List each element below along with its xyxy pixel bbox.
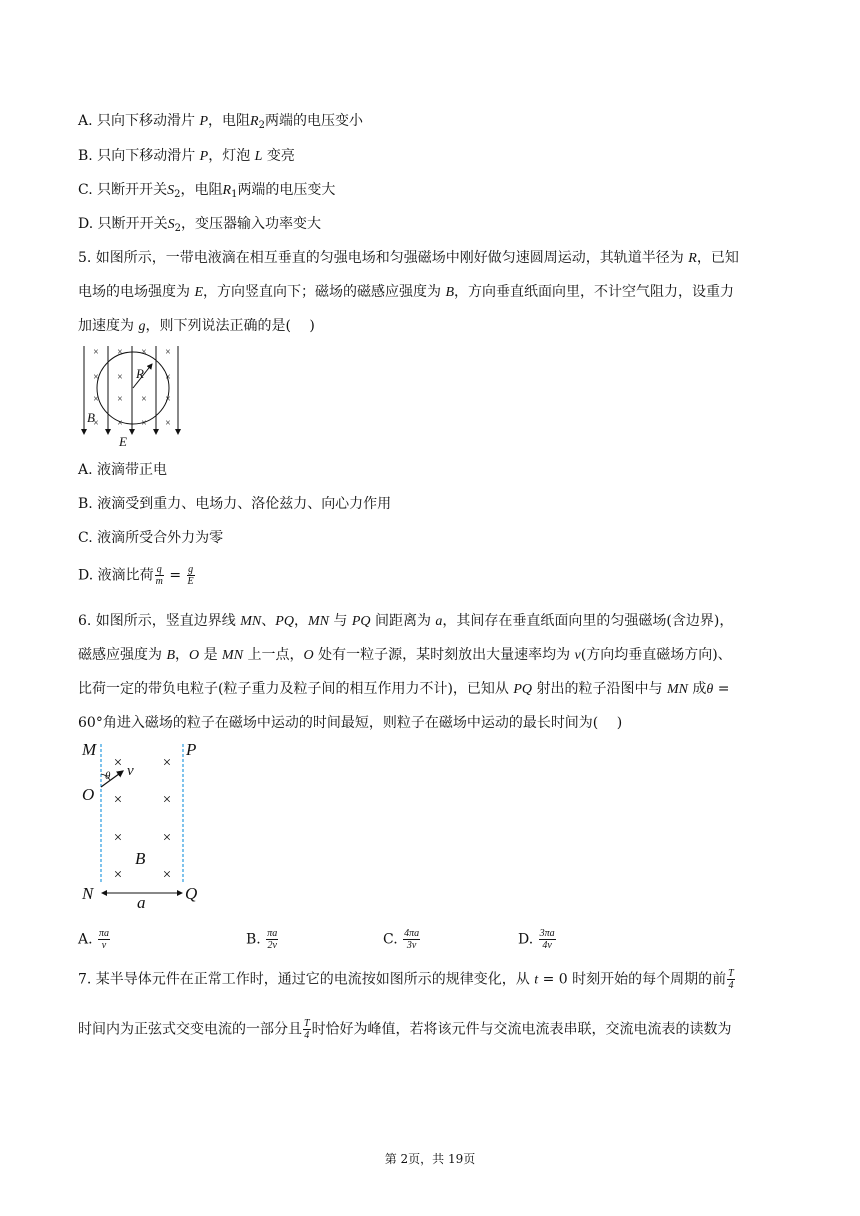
cross-mark: × bbox=[113, 867, 123, 883]
option-4b: B. 只向下移动滑片 P，灯泡 L 变亮 bbox=[78, 148, 295, 164]
fraction: $\frac{g}{E}$ bbox=[187, 564, 194, 587]
cross-mark: × bbox=[141, 394, 147, 405]
q6-option-c: C. $\frac{4\pi a}{3v}$ bbox=[383, 928, 420, 951]
label-q: Q bbox=[185, 884, 198, 903]
cross-mark: × bbox=[117, 347, 123, 358]
q6-figure bbox=[78, 738, 208, 910]
label-p: P bbox=[186, 740, 197, 759]
cross-mark: × bbox=[93, 418, 99, 429]
cross-mark: × bbox=[162, 755, 172, 771]
fraction: $\frac{\pi a}{v}$ bbox=[99, 928, 110, 951]
label-m: M bbox=[82, 740, 97, 759]
option-4a: A. 只向下移动滑片 P，电阻$R_2$两端的电压变小 bbox=[78, 113, 363, 131]
cross-mark: × bbox=[93, 372, 99, 383]
q6-stem-line1: 6. 如图所示，竖直边界线 MN、PQ，MN 与 PQ 间距离为 a，其间存在垂直纸面向里的匀强磁场(含边界)， bbox=[78, 613, 734, 629]
cross-mark: × bbox=[162, 867, 172, 883]
label-v: v bbox=[127, 763, 134, 779]
q5-stem-line2: 电场的电场强度为 E，方向竖直向下；磁场的磁感应强度为 B，方向垂直纸面向里，不计空气阻力，设重力 bbox=[78, 284, 735, 300]
q7-stem-line1: 7. 某半导体元件在正常工作时，通过它的电流按如图所示的规律变化，从 t = 0 时刻开始的每个周期的前 $\frac{T}{4}$ bbox=[78, 968, 734, 991]
cross-mark: × bbox=[165, 347, 171, 358]
label-r: R bbox=[136, 366, 144, 381]
label-theta: θ bbox=[105, 770, 111, 782]
q5-figure bbox=[76, 342, 192, 450]
q6-option-a: A. $\frac{\pi a}{v}$ bbox=[78, 928, 110, 951]
cross-mark: × bbox=[165, 394, 171, 405]
fraction: $\frac{3\pi a}{4v}$ bbox=[539, 928, 555, 951]
cross-mark: × bbox=[165, 372, 171, 383]
cross-mark: × bbox=[113, 755, 123, 771]
q7-stem-line2: 时间内为正弦式交变电流的一部分且 $\frac{T}{4}$ 时恰好为峰值，若将该元件与交流电流表串联，交流电流表的读数为 bbox=[78, 1018, 732, 1041]
label-e: E bbox=[119, 434, 127, 449]
q5-option-a: A. 液滴带正电 bbox=[78, 462, 168, 478]
cross-mark: × bbox=[162, 830, 172, 846]
cross-mark: × bbox=[93, 347, 99, 358]
label-o: O bbox=[82, 785, 95, 804]
fraction: $\frac{q}{m}$ bbox=[155, 564, 163, 587]
cross-mark: × bbox=[165, 418, 171, 429]
fraction: $\frac{T}{4}$ bbox=[304, 1018, 310, 1041]
page-footer: 第 2页，共 19页 bbox=[384, 1152, 476, 1166]
cross-mark: × bbox=[93, 394, 99, 405]
q6-option-b: B. $\frac{\pi a}{2v}$ bbox=[246, 928, 278, 951]
q5-option-c: C. 液滴所受合外力为零 bbox=[78, 530, 224, 546]
label-b: B bbox=[135, 849, 146, 868]
cross-mark: × bbox=[117, 418, 123, 429]
label-b: B bbox=[87, 410, 95, 425]
q5-option-b: B. 液滴受到重力、电场力、洛伦兹力、向心力作用 bbox=[78, 496, 392, 512]
q5-stem-line3: 加速度为 g，则下列说法正确的是( ) bbox=[78, 318, 315, 334]
label-a: a bbox=[137, 893, 146, 910]
label-n: N bbox=[82, 884, 94, 903]
fraction: $\frac{4\pi a}{3v}$ bbox=[404, 928, 420, 951]
fraction: $\frac{\pi a}{2v}$ bbox=[267, 928, 278, 951]
fraction: $\frac{T}{4}$ bbox=[728, 968, 734, 991]
q6-stem-line4: 60°角进入磁场的粒子在磁场中运动的时间最短，则粒子在磁场中运动的最长时间为( ) bbox=[78, 715, 623, 731]
cross-mark: × bbox=[141, 418, 147, 429]
q6-stem-line3: 比荷一定的带负电粒子(粒子重力及粒子间的相互作用力不计)，已知从 PQ 射出的粒子沿图中与 MN 成θ = bbox=[78, 681, 730, 697]
q6-stem-line2: 磁感应强度为 B，O 是 MN 上一点，O 处有一粒子源，某时刻放出大量速率均为 v(方向均垂直磁场方向)、 bbox=[78, 647, 732, 663]
q5-option-d: D. 液滴比荷 $\frac{q}{m}$ = $\frac{g}{E}$ bbox=[78, 564, 194, 587]
q5-stem-line1: 5. 如图所示，一带电液滴在相互垂直的匀强电场和匀强磁场中刚好做匀速圆周运动，其轨道半径为 R，已知 bbox=[78, 250, 739, 266]
cross-mark: × bbox=[141, 347, 147, 358]
cross-mark: × bbox=[113, 792, 123, 808]
cross-mark: × bbox=[117, 394, 123, 405]
option-4c: C. 只断开开关$S_2$，电阻$R_1$两端的电压变大 bbox=[78, 182, 336, 200]
cross-mark: × bbox=[162, 792, 172, 808]
option-4d: D. 只断开开关$S_2$，变压器输入功率变大 bbox=[78, 216, 322, 234]
cross-mark: × bbox=[113, 830, 123, 846]
cross-mark: × bbox=[117, 372, 123, 383]
q6-option-d: D. $\frac{3\pi a}{4v}$ bbox=[518, 928, 555, 951]
